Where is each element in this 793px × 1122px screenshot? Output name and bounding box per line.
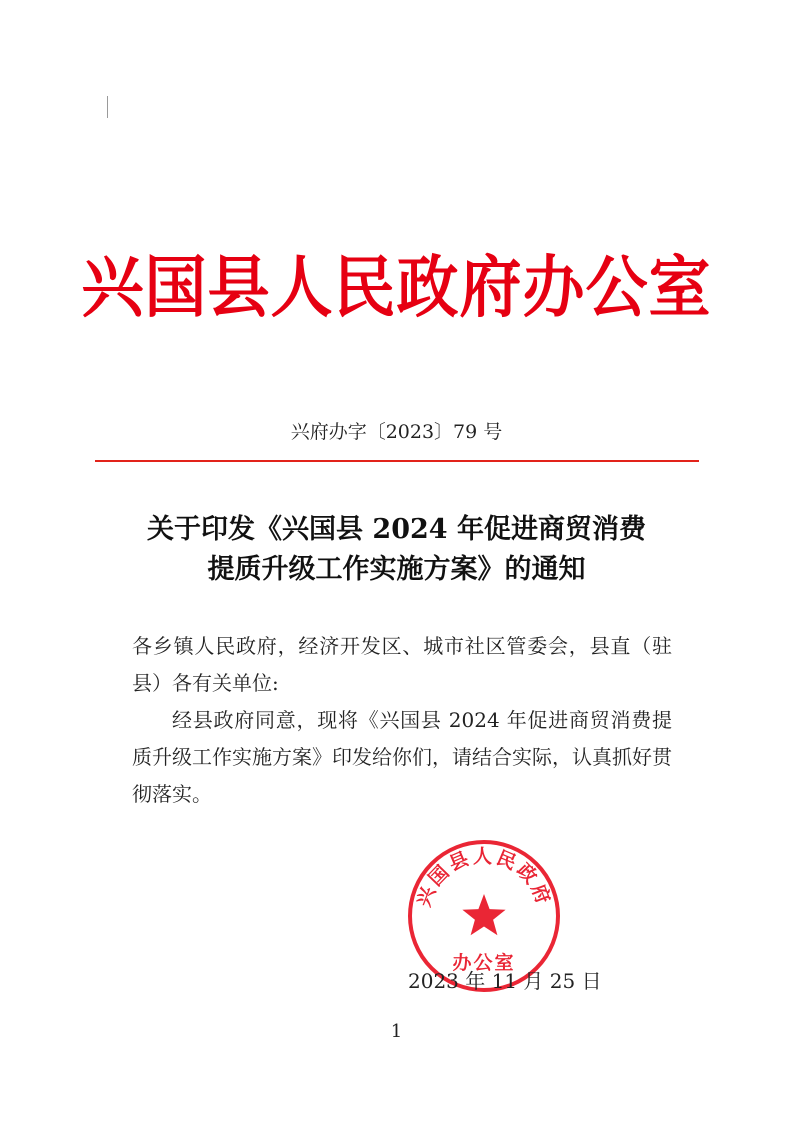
red-divider-line: [95, 460, 699, 462]
document-title-line-1: 关于印发《兴国县 2024 年促进商贸消费: [147, 514, 646, 545]
svg-text:办公室: 办公室: [452, 952, 516, 974]
document-title-line-2: 提质升级工作实施方案》的通知: [207, 554, 586, 585]
document-title: [60, 510, 733, 590]
body-paragraph: 经县政府同意，现将《兴国县 2024 年促进商贸消费提质升级工作实施方案》印发给你们，请结合实际，认真抓好贯彻落实。: [132, 708, 672, 806]
margin-mark: [107, 96, 108, 118]
svg-text:兴国县人民政府: 兴国县人民政府: [412, 845, 556, 910]
agency-header-title: 兴国县人民政府办公室: [81, 248, 712, 327]
issue-date: 2023 年 11 月 25 日: [408, 969, 602, 993]
addressee-text: 各乡镇人民政府，经济开发区、城市社区管委会，县直（驻县）各有关单位:: [132, 634, 672, 695]
document-number: 兴府办字〔2023〕79 号: [290, 421, 503, 443]
page-number: 1: [390, 1021, 403, 1042]
